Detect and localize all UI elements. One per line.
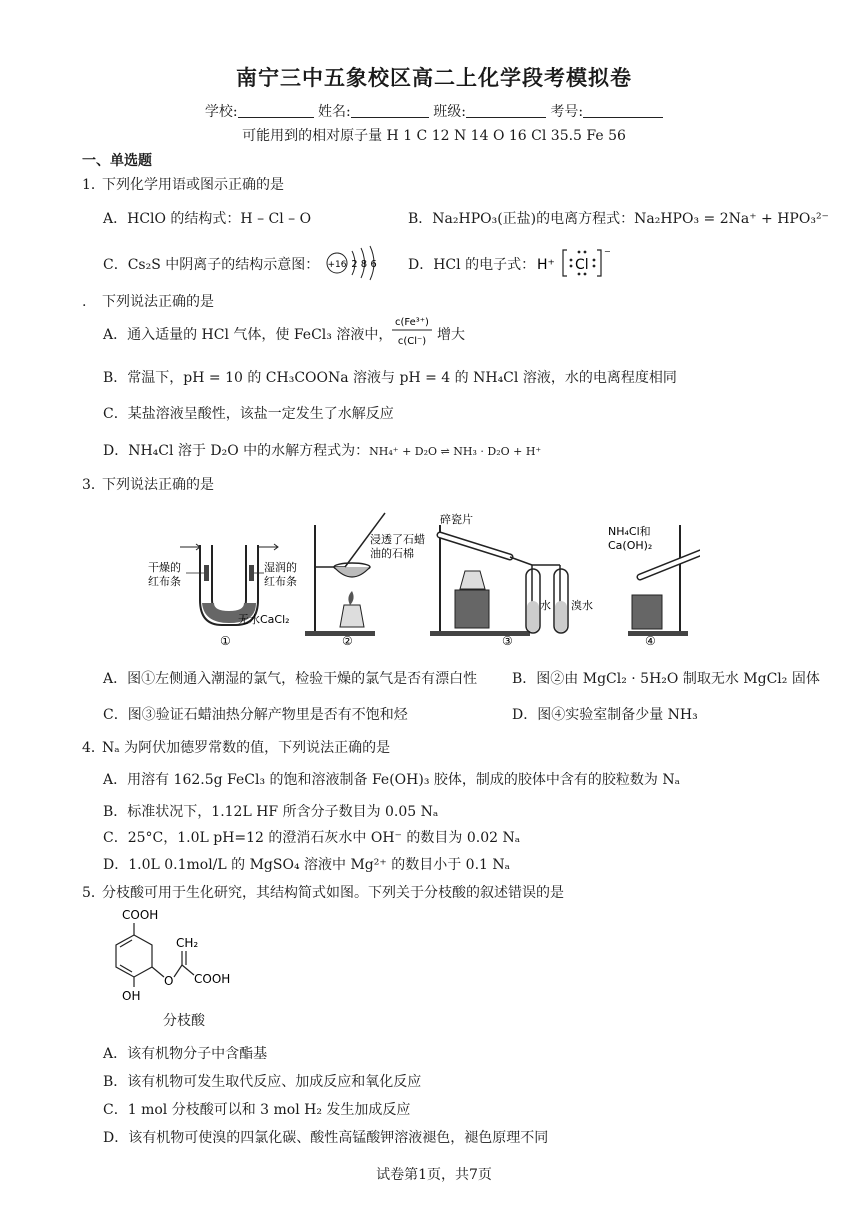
atomic-mass-line: 可能用到的相对原子量 H 1 C 12 N 14 O 16 Cl 35.5 Fe 56 bbox=[242, 128, 626, 144]
question-stem: Nₐ 为阿伏加德罗常数的值，下列说法正确的是 bbox=[102, 740, 391, 756]
class-label: 班级: bbox=[433, 104, 466, 120]
cooh-right-label: COOH bbox=[194, 972, 231, 986]
q4-option-c[interactable]: C．25°C，1.0L pH=12 的澄消石灰水中 OH⁻ 的数目为 0.02 Nₐ bbox=[103, 830, 521, 846]
school-blank[interactable] bbox=[238, 103, 314, 118]
figure-4-number: ④ bbox=[645, 634, 656, 648]
question-number: 1． bbox=[82, 177, 105, 193]
q4-option-d[interactable]: D．1.0L 0.1mol/L 的 MgSO₄ 溶液中 Mg²⁺ 的数目小于 0.1 Nₐ bbox=[103, 857, 511, 873]
dry-strip-label-2: 红布条 bbox=[148, 575, 181, 588]
question-5 bbox=[82, 882, 564, 902]
apparatus-figures bbox=[140, 505, 700, 650]
exam-no-label: 考号: bbox=[550, 104, 584, 120]
name-blank[interactable] bbox=[351, 103, 429, 118]
wet-strip-label-2: 红布条 bbox=[264, 575, 297, 588]
q2-option-a-tail: 增大 bbox=[437, 327, 465, 343]
q3-option-d[interactable]: D．图④实验室制备少量 NH₃ bbox=[512, 707, 698, 723]
chorismic-acid-structure bbox=[110, 905, 260, 1005]
q4-option-b[interactable]: B．标准状况下，1.12L HF 所含分子数目为 0.05 Nₐ bbox=[103, 804, 439, 820]
wet-strip-label-1: 湿润的 bbox=[264, 561, 297, 574]
fraction-numerator: c(Fe³⁺) bbox=[395, 317, 429, 328]
ch2-label: CH₂ bbox=[176, 936, 199, 950]
q3-option-b[interactable]: B．图②由 MgCl₂ · 5H₂O 制取无水 MgCl₂ 固体 bbox=[512, 671, 820, 687]
question-stem: 下列说法正确的是 bbox=[102, 477, 214, 493]
question-stem: 分枝酸可用于生化研究，其结构简式如图。下列关于分枝酸的叙述错误的是 bbox=[102, 885, 564, 901]
question-2 bbox=[82, 291, 214, 311]
bromine-water-label: 溴水 bbox=[571, 599, 593, 612]
figure-4-ammonia bbox=[608, 525, 700, 648]
wax-cotton-label-2: 油的石棉 bbox=[370, 547, 414, 560]
q3-option-c[interactable]: C．图③验证石蜡油热分解产物里是否有不饱和烃 bbox=[103, 707, 408, 723]
q5-option-b[interactable]: B．该有机物可发生取代反应、加成反应和氧化反应 bbox=[103, 1074, 422, 1090]
figure-1-u-tube bbox=[148, 544, 297, 648]
question-3 bbox=[82, 474, 214, 494]
question-stem: 下列说法正确的是 bbox=[102, 294, 214, 310]
oh-label: OH bbox=[122, 989, 141, 1003]
question-number: 3． bbox=[82, 477, 105, 493]
school-label: 学校: bbox=[204, 104, 238, 120]
q2-hydrolysis-equation: NH₄⁺ + D₂O ⇌ NH₃ · D₂O + H⁺ bbox=[369, 445, 542, 458]
question-number: 5． bbox=[82, 885, 105, 901]
q5-option-c[interactable]: C．1 mol 分枝酸可以和 3 mol H₂ 发生加成反应 bbox=[103, 1102, 411, 1118]
cacl2-label: 无水CaCl₂ bbox=[238, 613, 290, 626]
q1-option-c[interactable] bbox=[103, 254, 319, 274]
figure-1-number: ① bbox=[220, 634, 231, 648]
q1-option-d-text: D．HCl 的电子式： bbox=[408, 257, 536, 273]
page-title: 南宁三中五象校区高二上化学段考模拟卷 bbox=[236, 66, 632, 90]
q4-option-a[interactable]: A．用溶有 162.5g FeCl₃ 的饱和溶液制备 Fe(OH)₃ 胶体，制成的胶体中含有的胶粒数为 Nₐ bbox=[103, 772, 680, 788]
question-4 bbox=[82, 737, 390, 757]
q2-option-d-text: D．NH₄Cl 溶于 D₂O 中的水解方程式为： bbox=[103, 443, 370, 459]
exam-no-blank[interactable] bbox=[583, 103, 663, 118]
hcl-electron-formula bbox=[537, 244, 617, 280]
molecule-name: 分枝酸 bbox=[163, 1013, 205, 1029]
q2-option-a-text: A．通入适量的 HCl 气体，使 FeCl₃ 溶液中， bbox=[103, 327, 393, 343]
question-stem: 下列化学用语或图示正确的是 bbox=[102, 177, 284, 193]
q1-option-b[interactable]: B．Na₂HPO₃(正盐)的电离方程式：Na₂HPO₃ = 2Na⁺ + HPO₃²⁻ bbox=[408, 211, 829, 227]
question-1 bbox=[82, 174, 284, 194]
question-number: 4． bbox=[82, 740, 105, 756]
chlorine-symbol: Cl bbox=[575, 257, 589, 273]
nucleus-charge: +16 bbox=[327, 260, 347, 270]
fraction-denominator: c(Cl⁻) bbox=[397, 336, 427, 347]
q1-option-c-text: C．Cs₂S 中阴离子的结构示意图： bbox=[103, 257, 320, 273]
section-title: 一、单选题 bbox=[82, 153, 152, 169]
figure-3-number: ③ bbox=[502, 634, 513, 648]
nh4cl-label-1: NH₄Cl和 bbox=[608, 525, 651, 538]
q2-option-a[interactable] bbox=[103, 324, 392, 344]
shell-electrons: 2 8 6 bbox=[351, 259, 377, 270]
figure-3-cracking bbox=[370, 512, 593, 648]
charge-sign: ⁻ bbox=[604, 247, 611, 262]
q2-option-d[interactable] bbox=[103, 440, 541, 460]
student-info-line bbox=[0, 101, 868, 121]
concentration-ratio-fraction bbox=[388, 312, 436, 350]
porcelain-label: 碎瓷片 bbox=[440, 513, 473, 526]
q5-option-d[interactable]: D．该有机物可使溴的四氯化碳、酸性高锰酸钾溶液褪色，褪色原理不同 bbox=[103, 1130, 549, 1146]
water-label: 水 bbox=[540, 599, 551, 612]
q1-option-a[interactable]: A．HClO 的结构式：H – Cl – O bbox=[103, 211, 312, 227]
question-number: . bbox=[82, 294, 87, 310]
dry-strip-label-1: 干燥的 bbox=[148, 561, 181, 574]
ether-oxygen-label: O bbox=[164, 974, 174, 988]
wax-cotton-label-1: 浸透了石蜡 bbox=[370, 533, 425, 546]
sulfide-ion-diagram bbox=[324, 243, 384, 283]
figure-2-number: ② bbox=[342, 634, 353, 648]
q3-option-a[interactable]: A．图①左侧通入潮湿的氯气，检验干燥的氯气是否有漂白性 bbox=[103, 671, 478, 687]
name-label: 姓名: bbox=[318, 104, 351, 120]
q2-option-b[interactable]: B．常温下，pH = 10 的 CH₃COONa 溶液与 pH = 4 的 NH₄Cl 溶液，水的电离程度相同 bbox=[103, 370, 677, 386]
q5-option-a[interactable]: A．该有机物分子中含酯基 bbox=[103, 1046, 268, 1062]
q1-option-d[interactable] bbox=[408, 254, 535, 274]
q2-option-c[interactable]: C．某盐溶液呈酸性，该盐一定发生了水解反应 bbox=[103, 406, 394, 422]
cooh-top-label: COOH bbox=[122, 908, 159, 922]
hydrogen-ion: H⁺ bbox=[537, 257, 555, 273]
nh4cl-label-2: Ca(OH)₂ bbox=[608, 539, 653, 552]
page-footer: 试卷第1页，共7页 bbox=[376, 1167, 492, 1183]
class-blank[interactable] bbox=[466, 103, 546, 118]
